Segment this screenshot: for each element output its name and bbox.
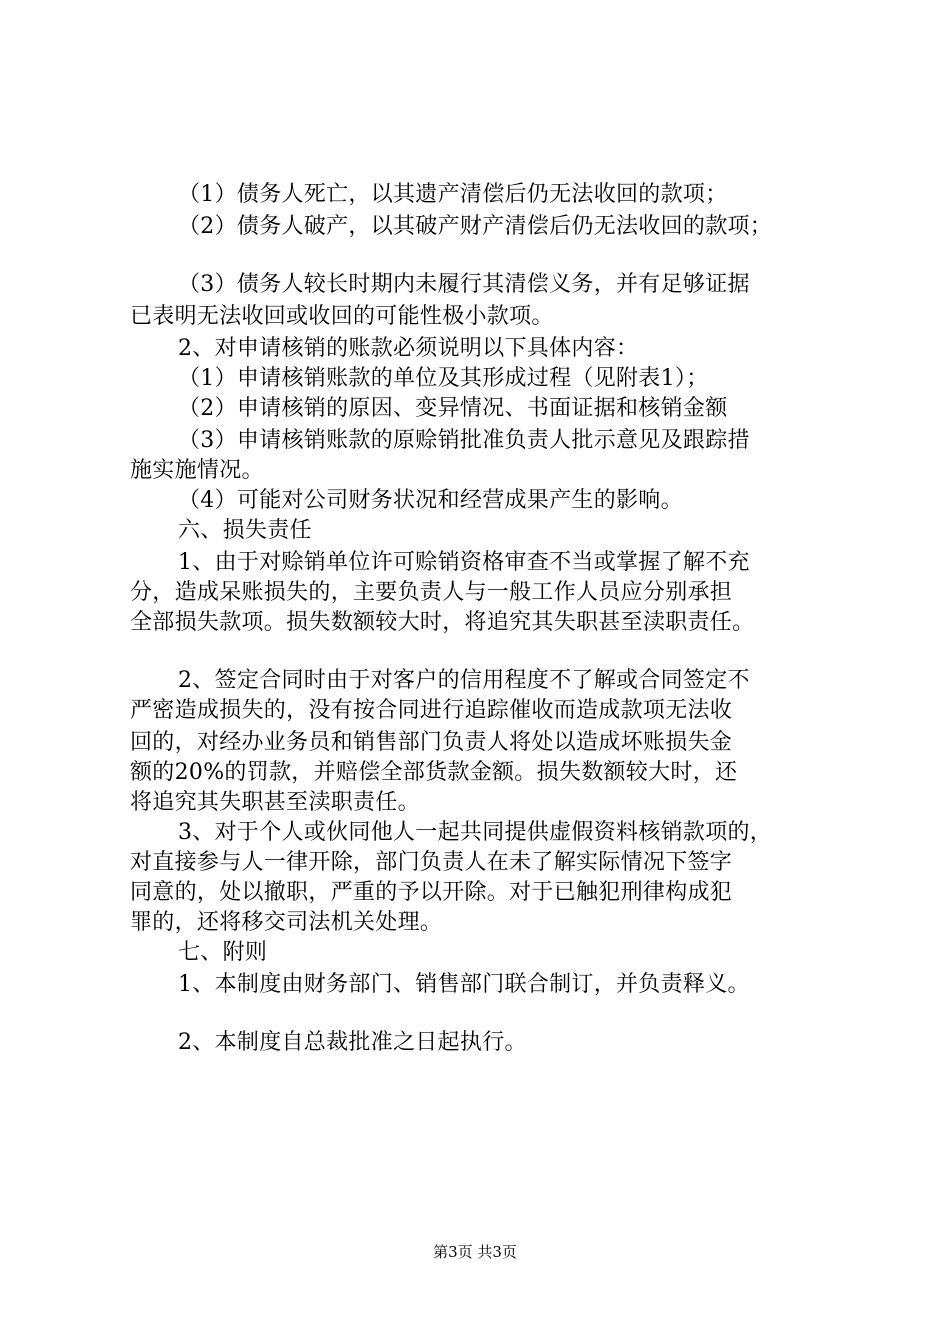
text-line: 回的，对经办业务员和销售部门负责人将处以造成坏账损失金 xyxy=(130,730,733,755)
text-line: （4）可能对公司财务状况和经营成果产生的影响。 xyxy=(178,488,683,513)
text-line: （1）申请核销账款的单位及其形成过程（见附表1）； xyxy=(178,366,709,391)
text-line: （2）债务人破产，以其破产财产清偿后仍无法收回的款项； xyxy=(178,214,773,239)
text-line: 2、对申请核销的账款必须说明以下具体内容： xyxy=(178,336,639,361)
text-line: （3）债务人较长时期内未履行其清偿义务，并有足够证据 xyxy=(178,272,750,297)
text-line: 2、本制度自总裁批准之日起执行。 xyxy=(178,1030,527,1055)
text-line: （1）债务人死亡，以其遗产清偿后仍无法收回的款项； xyxy=(178,182,728,207)
text-line: 严密造成损失的，没有按合同进行追踪催收而造成款项无法收 xyxy=(130,698,733,723)
text-line: （3）申请核销账款的原赊销批准负责人批示意见及跟踪措 xyxy=(178,428,750,453)
text-line: 将追究其失职甚至渎职责任。 xyxy=(130,790,420,815)
text-line: 额的20%的罚款，并赔偿全部货款金额。损失数额较大时，还 xyxy=(130,760,738,785)
text-line: 施实施情况。 xyxy=(130,458,264,483)
page-number-footer: 第3页 共3页 xyxy=(433,1243,517,1261)
text-line: 对直接参与人一律开除，部门负责人在未了解实际情况下签字 xyxy=(130,850,733,875)
section-heading: 六、损失责任 xyxy=(178,518,312,543)
text-line: 分，造成呆账损失的，主要负责人与一般工作人员应分别承担 xyxy=(130,580,733,605)
text-line: 全部损失款项。损失数额较大时，将追究其失职甚至渎职责任。 xyxy=(130,610,755,635)
text-line: 2、签定合同时由于对客户的信用程度不了解或合同签定不 xyxy=(178,668,750,693)
text-line: 3、对于个人或伙同他人一起共同提供虚假资料核销款项的， xyxy=(178,820,773,845)
text-line: 已表明无法收回或收回的可能性极小款项。 xyxy=(130,304,554,329)
text-line: 1、本制度由财务部门、销售部门联合制订，并负责释义。 xyxy=(178,972,750,997)
section-heading: 七、附则 xyxy=(178,940,268,965)
text-line: 同意的，处以撤职，严重的予以开除。对于已触犯刑律构成犯 xyxy=(130,880,733,905)
text-line: （2）申请核销的原因、变异情况、书面证据和核销金额 xyxy=(178,396,728,421)
text-line: 罪的，还将移交司法机关处理。 xyxy=(130,910,443,935)
text-line: 1、由于对赊销单位许可赊销资格审查不当或掌握了解不充 xyxy=(178,550,750,575)
